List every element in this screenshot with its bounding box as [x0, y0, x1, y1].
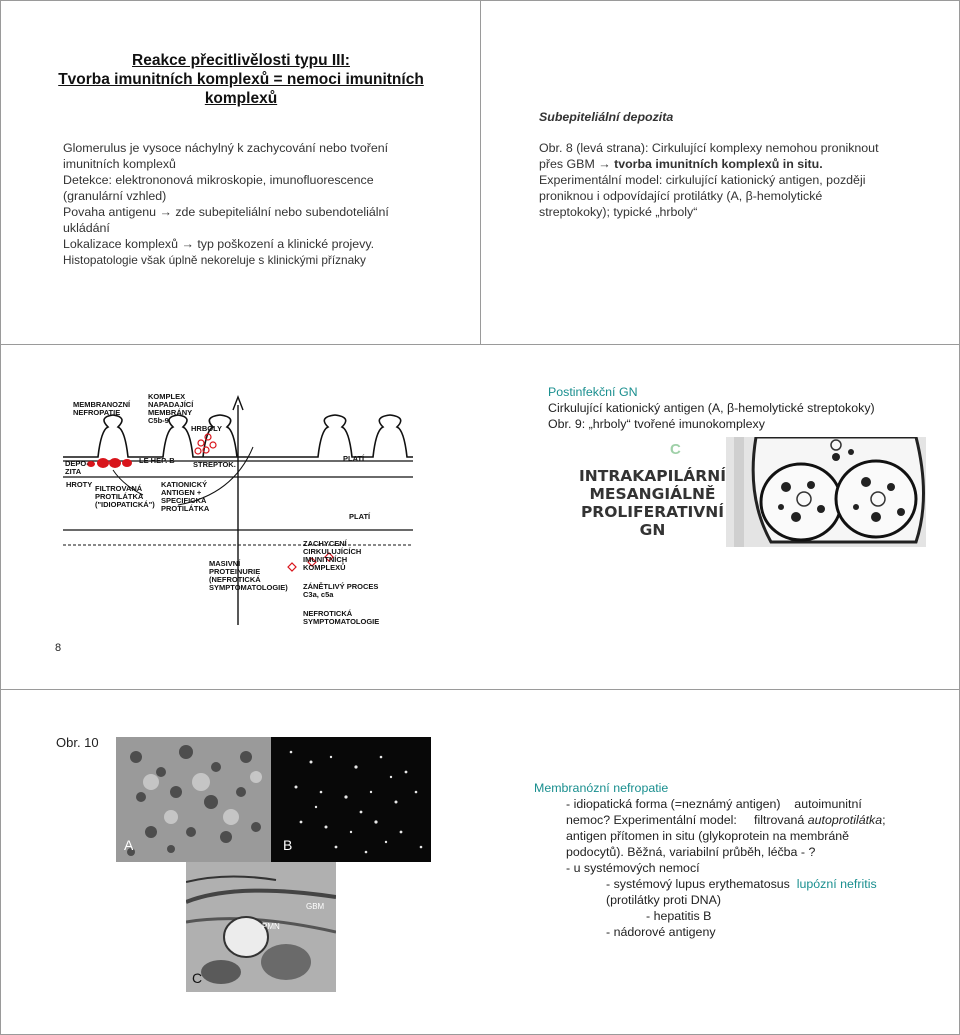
micrograph-a	[116, 737, 271, 862]
text-line: imunitních komplexů	[63, 157, 176, 171]
slide-3-right-text: Postinfekční GN Cirkulující kationický antigen (A, β-hemolytické streptokoky) Obr. 9: „hrboly“ tvořené imunokomplexy	[548, 384, 953, 432]
text-line: (granulární vzhled)	[63, 189, 167, 203]
slide-2-body: Obr. 8 (levá strana): Cirkulující komplexy nemohou proniknout přes GBM → tvorba imunitních komplexů in situ. Experimentální model: cirkulující kationický antigen, později proniknou i odpovídající protilátky (A, β-hemolytické streptokoky); typické „hrboly“	[539, 141, 879, 219]
text-line: Povaha antigenu → zde subepiteliální nebo subendoteliální	[63, 205, 389, 219]
photo-text: INTRAKAPILÁRNÍ MESANGIÁLNĚ PROLIFERATIVNÍ GN	[579, 467, 726, 539]
arrow-icon: →	[181, 237, 194, 251]
figure-label: Obr. 10	[56, 735, 99, 750]
label-plati-2: PLATÍ	[349, 512, 371, 521]
arrow-icon: →	[159, 205, 172, 219]
gbm-label: GBM	[306, 902, 325, 911]
label-depozita: DEPO- ZITA	[65, 459, 89, 476]
slide-2	[480, 0, 960, 345]
arrow-icon: →	[598, 157, 611, 171]
membrane-diagram	[63, 385, 413, 635]
micrograph-c	[186, 862, 336, 992]
pmn-label: PMN	[262, 922, 280, 931]
glomerulus-photo	[546, 437, 926, 547]
panel-b-label: B	[283, 837, 293, 853]
label-streptok: STREPTOK.	[193, 460, 236, 469]
label-masivni: MASIVNÍ PROTEINURIE (NEFROTICKÁ SYMPTOMATOLOGIE)	[209, 559, 288, 592]
slide-3	[0, 344, 960, 690]
text-line: Histopatologie však úplně nekoreluje s klinickými příznaky	[63, 253, 366, 267]
glomerulus-svg	[726, 437, 926, 547]
panel-c-label: C	[192, 970, 203, 986]
page-number: 8	[55, 642, 62, 654]
panel-a-label: A	[124, 837, 134, 853]
label-filtrovana: FILTROVANÁ PROTILÁTKA ("IDIOPATICKÁ")	[95, 484, 155, 509]
micrograph-b	[271, 737, 431, 862]
label-zanetlivy: ZÁNĚTLIVÝ PROCES C3a, c5a	[303, 582, 379, 599]
postinfekcni-heading: Postinfekční GN	[548, 385, 638, 399]
text-line: Lokalizace komplexů → typ poškození a klinické projevy.	[63, 237, 375, 251]
slide-1-title: Reakce přecitlivělosti typu III: Tvorba imunitních komplexů = nemoci imunitních komplexů	[58, 52, 424, 107]
label-membranozni: MEMBRANOZNÍ NEFROPATIE	[73, 400, 131, 417]
slide-4-text: Membranózní nefropatie - idiopatická forma (=neznámý antigen) autoimunitní nemoc? Experimentální model: filtrovaná autoprotilátka; antigen přítomen in situ (glykoprotein na membráně podocytů). Běžná, variabilní průběh, léčba - ? - u systémových nemocí - systémový lupus erythematosus lupózní nefritis (protilátky proti DNA) - hepatitis B - nádorové antigeny	[534, 780, 954, 940]
label-plati-1: PLATÍ	[343, 454, 365, 463]
slide-1-body	[63, 140, 478, 268]
label-hroty: HROTY	[66, 480, 93, 489]
label-komplex: KOMPLEX NAPADAJÍCÍ MEMBRÁNY C5b-9	[148, 392, 194, 425]
label-lehep: LE HEP. B	[139, 456, 175, 465]
membranozni-heading: Membranózní nefropatie	[534, 781, 669, 795]
label-zachyceni: ZACHYCENÍ CIRKULUJÍCÍCH IMUNITNÍCH KOMPLEXŮ	[303, 539, 362, 572]
text-line: ukládání	[63, 221, 110, 235]
label-hrboly: HRBOLY	[191, 424, 222, 433]
photo-letter: C	[670, 441, 681, 458]
slide-1	[0, 0, 481, 345]
slide-4	[0, 689, 960, 1035]
label-nefroticka: NEFROTICKÁ SYMPTOMATOLOGIE	[303, 609, 380, 626]
text-line: Glomerulus je vysoce náchylný k zachycování nebo tvoření	[63, 141, 389, 155]
text-line: Detekce: elektrononová mikroskopie, imunofluorescence	[63, 173, 374, 187]
label-kationicky: KATIONICKÝ ANTIGEN + SPECIFICKÁ PROTILÁTKA	[161, 480, 210, 513]
slide-2-heading: Subepiteliální depozita	[539, 110, 674, 124]
